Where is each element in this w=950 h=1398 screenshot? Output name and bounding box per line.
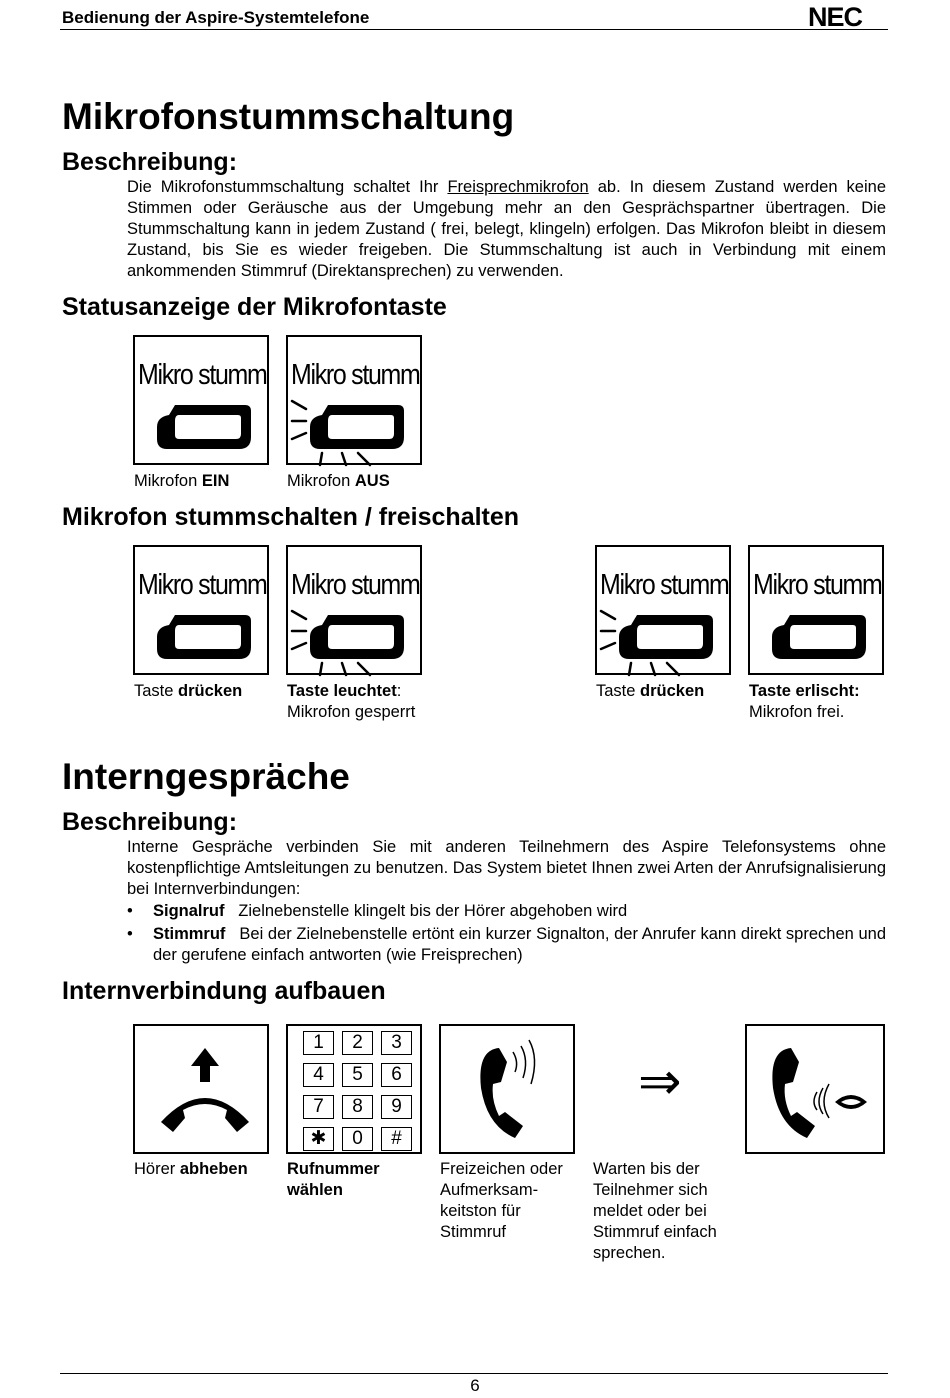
status-caption-ein: Mikrofon EIN — [134, 472, 230, 490]
speaking-handset-illustration — [745, 1024, 885, 1154]
keypad-key: 1 — [303, 1031, 334, 1055]
nec-logo: NEC — [808, 2, 863, 32]
step-caption-3: Freizeichen oder Aufmerksam-keitston für Stimmruf — [440, 1160, 563, 1241]
key-label: Mikro stumm — [291, 359, 420, 391]
key-label: Mikro stumm — [753, 569, 882, 601]
toggle-caption-2: Taste leuchtet: Mikrofon gesperrt — [287, 682, 416, 721]
handset-lift-icon — [135, 1026, 271, 1156]
ringing-handset-illustration — [439, 1024, 575, 1154]
status-heading: Statusanzeige der Mikrofontaste — [62, 293, 447, 321]
step-caption-1: Hörer abheben — [134, 1160, 248, 1178]
toggle-caption-3: Taste drücken — [596, 682, 705, 700]
keypad-key: 2 — [342, 1031, 373, 1055]
freisprechmikrofon-term: Freisprechmikrofon — [447, 178, 589, 196]
mute-key-off-illustration — [133, 335, 269, 465]
key-label: Mikro stumm — [600, 569, 729, 601]
description-paragraph: Die Mikrofonstummschaltung schaltet Ihr Freisprechmikrofon ab. In diesem Zustand werden keine Stimmen oder Geräusche aus der Umgebung mehr an den Gesprächspartner übertragen. Die Stummschaltung kann in jedem Zustand ( frei, belegt, klingeln) erfolgen. Das Mikrofon bleibt in diesem Zustand, bis Sie es wieder freigeben. Die Stummschaltung ist auch in Verbindung mit einem ankommenden Stimmruf (Direktansprechen) zu verwenden. — [127, 178, 886, 280]
keypad-key: 7 — [303, 1095, 334, 1119]
description-heading: Beschreibung: — [62, 148, 238, 176]
key-lit-icon — [288, 547, 424, 677]
header-title: Bedienung der Aspire-Systemtelefone — [62, 8, 370, 27]
keypad-key: 5 — [342, 1063, 373, 1087]
keypad-key: # — [381, 1127, 412, 1151]
toggle-heading: Mikrofon stummschalten / freischalten — [62, 503, 520, 531]
list-item: • Signalruf Zielnebenstelle klingelt bis der Hörer abgehoben wird — [127, 902, 628, 920]
toggle-key-4 — [748, 545, 884, 675]
key-icon — [135, 547, 271, 677]
header-rule — [60, 29, 888, 30]
key-label: Mikro stumm — [291, 569, 420, 601]
steps-heading: Internverbindung aufbauen — [62, 977, 386, 1005]
call-type-list — [127, 901, 886, 966]
status-caption-aus: Mikrofon AUS — [287, 472, 390, 490]
description-paragraph-2: Interne Gespräche verbinden Sie mit anderen Teilnehmern des Aspire Telefonsystems ohne kostenpflichtige Amtsleitungen zu benutzen. Das System bietet Ihnen zwei Arten der Anrufsignalisierung bei Internverbindungen: — [127, 838, 886, 898]
bullet: • — [127, 925, 133, 943]
key-icon — [750, 547, 886, 677]
step-caption-2: Rufnummer wählen — [287, 1160, 380, 1199]
ringing-handset-icon — [441, 1026, 577, 1156]
footer-rule — [60, 1373, 888, 1374]
description-heading-2: Beschreibung: — [62, 808, 238, 836]
toggle-key-2 — [286, 545, 422, 675]
mute-key-lit-illustration — [286, 335, 422, 465]
key-lit-icon — [288, 337, 424, 467]
keypad-key: 9 — [381, 1095, 412, 1119]
step-caption-4: Warten bis der Teilnehmer sich meldet oder bei Stimmruf einfach sprechen. — [593, 1160, 717, 1262]
key-label: Mikro stumm — [138, 569, 267, 601]
toggle-caption-1: Taste drücken — [134, 682, 243, 700]
page-number: 6 — [470, 1376, 480, 1395]
keypad-key: 0 — [342, 1127, 373, 1151]
toggle-key-3 — [595, 545, 731, 675]
section-title-mikrofonstummschaltung: Mikrofonstummschaltung — [62, 96, 515, 137]
key-lit-icon — [597, 547, 733, 677]
keypad-key: 3 — [381, 1031, 412, 1055]
key-label: Mikro stumm — [138, 359, 267, 391]
speaking-handset-icon — [747, 1026, 887, 1156]
arrow-icon: ⇒ — [638, 1053, 682, 1111]
key-icon — [135, 337, 271, 467]
keypad-key: 8 — [342, 1095, 373, 1119]
section-title-interngespraeche: Interngespräche — [62, 756, 350, 797]
list-item: • Stimmruf Bei der Zielnebenstelle ertönt ein kurzer Signalton, der Anrufer kann direkt sprechen und der gerufene einfach antworten (wie Freisprechen) — [127, 925, 886, 964]
keypad-key: 4 — [303, 1063, 334, 1087]
bullet: • — [127, 902, 133, 920]
keypad-key: ✱ — [303, 1127, 334, 1151]
toggle-key-1 — [133, 545, 269, 675]
keypad-key: 6 — [381, 1063, 412, 1087]
handset-lift-illustration — [133, 1024, 269, 1154]
toggle-caption-4: Taste erlischt: Mikrofon frei. — [749, 682, 860, 721]
keypad-illustration — [286, 1024, 422, 1154]
